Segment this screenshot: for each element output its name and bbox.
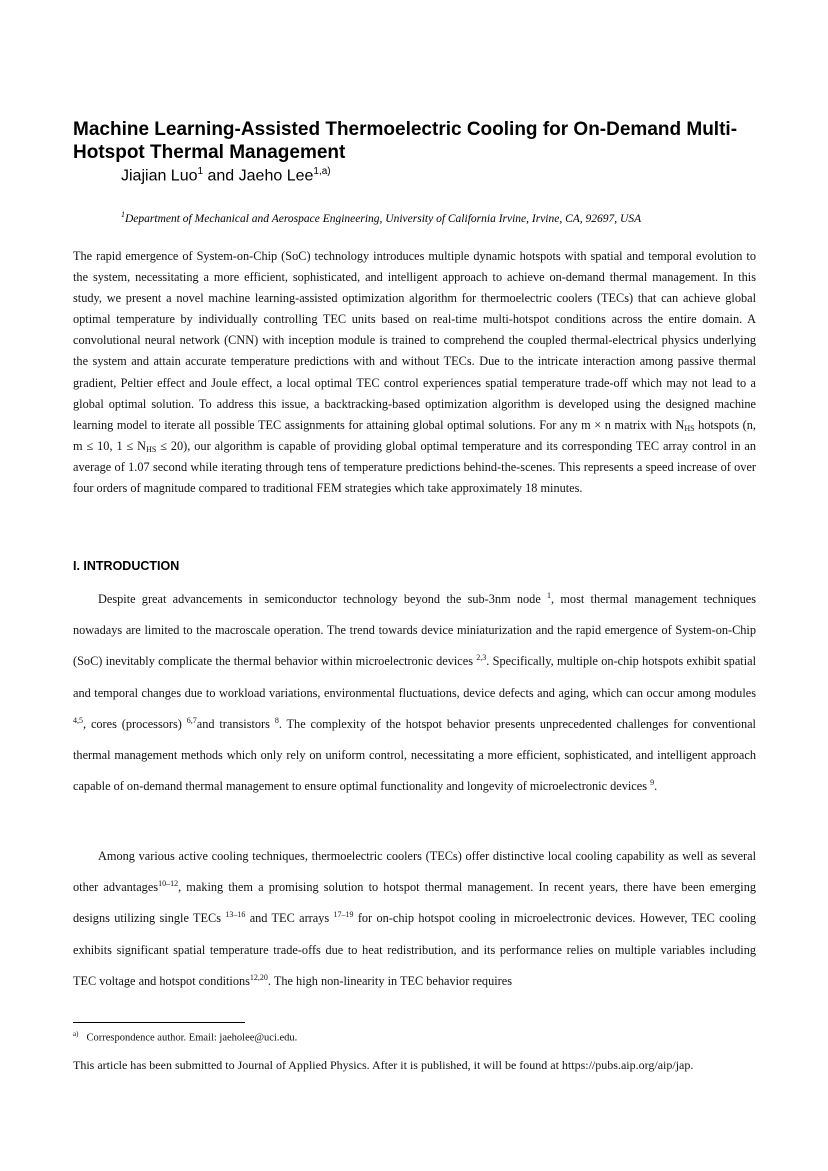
citation: 6,7 [186,715,197,725]
paper-title: Machine Learning-Assisted Thermoelectric Cooling for On-Demand Multi-Hotspot Thermal Management [73,119,738,163]
abstract-text: hotspots (n, m ≤ 10, 1 ≤ N [73,417,756,453]
affiliation-text: Department of Mechanical and Aerospace Engineering, University of California Irvine, Irvine, CA, 92697, USA [125,212,642,225]
author-connector: and [203,167,239,185]
body-text: . The complexity of the hotspot behavior presents unprecedented challenges for conventional thermal management methods which only rely on uniform control, necessitating a more efficient, sophisticated, and intelligent approach capable of on-demand thermal management to ensure optimal functionality and longevity of microelectronic devices [73,716,756,794]
author-affiliation-mark: 1 [197,166,204,177]
submission-note: This article has been submitted to Journal of Applied Physics. After it is published, it will be found at https://pubs.aip.org/aip/jap. [73,1058,694,1072]
footnote-text: Correspondence author. Email: jaeholee@uci.edu. [86,1032,298,1044]
author-affiliation-mark: 1,a) [313,166,331,177]
citation: 17–19 [333,910,354,920]
author-line [121,166,331,185]
body-text: . [654,779,658,794]
citation: 2,3 [476,653,487,663]
section-heading: I. INTRODUCTION [73,559,180,573]
abstract [73,246,756,499]
author-name: Jiajian Luo [121,167,198,185]
intro-paragraph [73,841,756,997]
affiliation-mark: 1 [121,210,125,219]
citation: 4,5 [73,715,83,725]
body-text: and TEC arrays [245,911,334,926]
body-text: . The high non-linearity in TEC behavior requires [267,973,512,988]
affiliation [121,210,641,225]
intro-paragraph [73,584,756,802]
citation: 9 [650,778,655,788]
body-text: , cores (processors) [83,716,187,731]
subscript: HS [684,423,695,433]
footnote [73,1030,297,1044]
footnote-mark: a) [73,1030,79,1038]
abstract-text: ≤ 20), our algorithm is capable of providing global optimal temperature and its corresponding TEC array control in an average of 1.07 second while iterating through tens of temperature predictions behind-the-scenes. This represents a speed increase of over four orders of magnitude compared to traditional FEM strategies which take approximately 18 minutes. [73,438,756,496]
citation: 13–16 [225,910,246,920]
subscript: HS [146,444,157,454]
body-text: and transistors [196,716,275,731]
body-text: . Specifically, multiple on-chip hotspots exhibit spatial and temporal changes due to workload variations, environmental fluctuations, device defects and aging, which can occur among modules [73,654,756,700]
citation: 1 [547,590,552,600]
body-text: , most thermal management techniques nowadays are limited to the macroscale operation. The trend towards device miniaturization and the rapid emergence of System-on-Chip (SoC) inevitably complicate the thermal behavior within microelectronic devices [73,592,756,669]
citation: 12,20 [249,972,268,982]
body-text: for on-chip hotspot cooling in microelectronic devices. However, TEC cooling exhibits significant spatial temperature trade-offs due to heat redistribution, and its performance relies on multiple variables including TEC voltage and hotspot conditions [73,911,756,988]
author-name: Jaeho Lee [238,167,314,185]
citation: 10–12 [158,879,179,889]
body-text: , making them a promising solution to hotspot thermal management. In recent years, there have been emerging designs utilizing single TECs [73,880,756,926]
abstract-text: The rapid emergence of System-on-Chip (SoC) technology introduces multiple dynamic hotspots with spatial and temporal evolution to the system, necessitating a more efficient, sophisticated, and intelligent approach to achieve on-demand thermal management. In this study, we present a novel machine learning-assisted optimization algorithm for thermoelectric coolers (TECs) that can achieve global optimal temperature by individually controlling TEC units based on real-time multi-hotspot conditions across the entire domain. A convolutional neural network (CNN) with inception module is trained to comprehend the coupled thermal-electrical physics underlying the system and attain accurate temperature predictions with and without TECs. Due to the intricate interaction among passive thermal gradient, Peltier effect and Joule effect, a local optimal TEC control experiences spatial temperature trade-off which may not lead to a global optimal solution. To address this issue, a backtracking-based optimization algorithm is developed using the designed machine learning model to iterate all possible TEC assignments for attaining global optimal solutions. For any m × n matrix with N [73,249,756,432]
citation: 8 [274,715,279,725]
footnote-divider [73,1022,245,1023]
body-text: Among various active cooling techniques, thermoelectric coolers (TECs) offer distinctive local cooling capability as well as several other advantages [73,849,756,895]
body-text: Despite great advancements in semiconductor technology beyond the sub-3nm node [98,592,548,606]
